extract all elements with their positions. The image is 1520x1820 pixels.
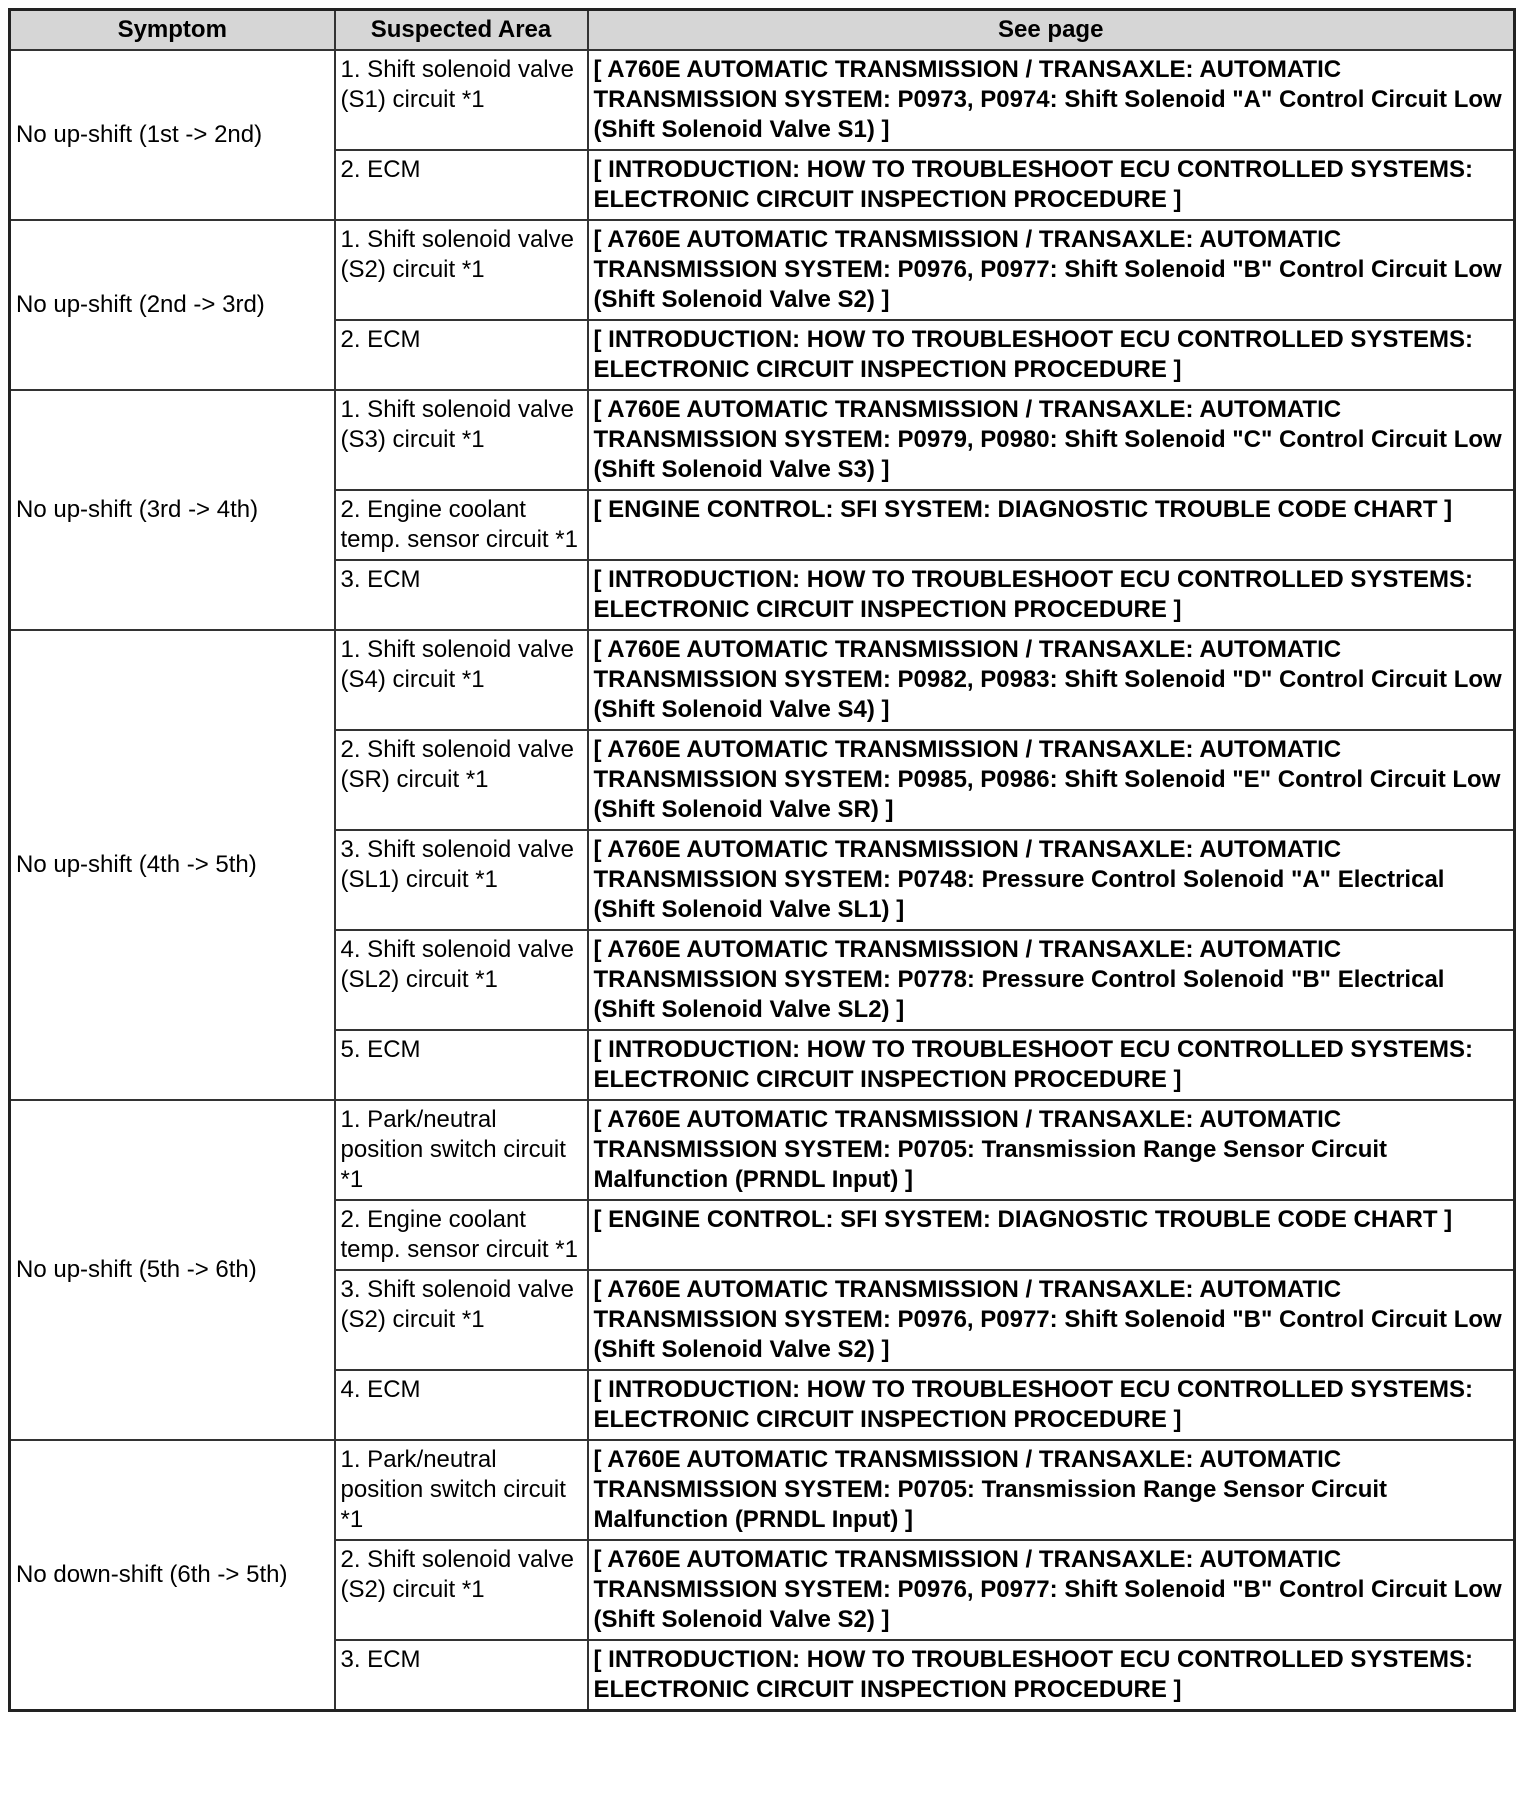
suspected-area-cell: 1. Park/neutral position switch circuit *1: [335, 1100, 588, 1200]
see-page-link[interactable]: [ A760E AUTOMATIC TRANSMISSION / TRANSAXLE: AUTOMATIC TRANSMISSION SYSTEM: P0979, P0980: Shift Solenoid "C" Control Circuit Low (Shift Solenoid Valve S3) ]: [588, 390, 1515, 490]
symptom-cell: No up-shift (4th -> 5th): [10, 630, 335, 1100]
suspected-area-cell: 2. ECM: [335, 320, 588, 390]
suspected-area-cell: 2. Shift solenoid valve (S2) circuit *1: [335, 1540, 588, 1640]
see-page-link[interactable]: [ INTRODUCTION: HOW TO TROUBLESHOOT ECU CONTROLLED SYSTEMS: ELECTRONIC CIRCUIT INSPECTION PROCEDURE ]: [588, 320, 1515, 390]
suspected-area-cell: 3. Shift solenoid valve (S2) circuit *1: [335, 1270, 588, 1370]
table-row: [10, 220, 1515, 320]
see-page-link[interactable]: [ A760E AUTOMATIC TRANSMISSION / TRANSAXLE: AUTOMATIC TRANSMISSION SYSTEM: P0976, P0977: Shift Solenoid "B" Control Circuit Low (Shift Solenoid Valve S2) ]: [588, 1540, 1515, 1640]
header-symptom: Symptom: [10, 10, 335, 51]
see-page-link[interactable]: [ INTRODUCTION: HOW TO TROUBLESHOOT ECU CONTROLLED SYSTEMS: ELECTRONIC CIRCUIT INSPECTION PROCEDURE ]: [588, 1030, 1515, 1100]
symptom-cell: No up-shift (2nd -> 3rd): [10, 220, 335, 390]
table-row: [10, 1100, 1515, 1200]
see-page-link[interactable]: [ INTRODUCTION: HOW TO TROUBLESHOOT ECU CONTROLLED SYSTEMS: ELECTRONIC CIRCUIT INSPECTION PROCEDURE ]: [588, 1640, 1515, 1711]
suspected-area-cell: 2. Engine coolant temp. sensor circuit *1: [335, 1200, 588, 1270]
table-row: [10, 1440, 1515, 1540]
see-page-link[interactable]: [ INTRODUCTION: HOW TO TROUBLESHOOT ECU CONTROLLED SYSTEMS: ELECTRONIC CIRCUIT INSPECTION PROCEDURE ]: [588, 150, 1515, 220]
suspected-area-cell: 1. Shift solenoid valve (S1) circuit *1: [335, 50, 588, 150]
symptom-cell: No up-shift (3rd -> 4th): [10, 390, 335, 630]
suspected-area-cell: 3. Shift solenoid valve (SL1) circuit *1: [335, 830, 588, 930]
suspected-area-cell: 2. ECM: [335, 150, 588, 220]
suspected-area-cell: 3. ECM: [335, 560, 588, 630]
see-page-link[interactable]: [ ENGINE CONTROL: SFI SYSTEM: DIAGNOSTIC TROUBLE CODE CHART ]: [588, 1200, 1515, 1270]
see-page-link[interactable]: [ A760E AUTOMATIC TRANSMISSION / TRANSAXLE: AUTOMATIC TRANSMISSION SYSTEM: P0985, P0986: Shift Solenoid "E" Control Circuit Low (Shift Solenoid Valve SR) ]: [588, 730, 1515, 830]
suspected-area-cell: 3. ECM: [335, 1640, 588, 1711]
symptom-cell: No down-shift (6th -> 5th): [10, 1440, 335, 1711]
table-row: [10, 630, 1515, 730]
see-page-link[interactable]: [ A760E AUTOMATIC TRANSMISSION / TRANSAXLE: AUTOMATIC TRANSMISSION SYSTEM: P0976, P0977: Shift Solenoid "B" Control Circuit Low (Shift Solenoid Valve S2) ]: [588, 220, 1515, 320]
see-page-link[interactable]: [ INTRODUCTION: HOW TO TROUBLESHOOT ECU CONTROLLED SYSTEMS: ELECTRONIC CIRCUIT INSPECTION PROCEDURE ]: [588, 1370, 1515, 1440]
symptom-cell: No up-shift (1st -> 2nd): [10, 50, 335, 220]
table-row: [10, 390, 1515, 490]
suspected-area-cell: 4. ECM: [335, 1370, 588, 1440]
suspected-area-cell: 1. Shift solenoid valve (S4) circuit *1: [335, 630, 588, 730]
suspected-area-cell: 1. Shift solenoid valve (S3) circuit *1: [335, 390, 588, 490]
symptom-cell: No up-shift (5th -> 6th): [10, 1100, 335, 1440]
see-page-link[interactable]: [ A760E AUTOMATIC TRANSMISSION / TRANSAXLE: AUTOMATIC TRANSMISSION SYSTEM: P0976, P0977: Shift Solenoid "B" Control Circuit Low (Shift Solenoid Valve S2) ]: [588, 1270, 1515, 1370]
see-page-link[interactable]: [ INTRODUCTION: HOW TO TROUBLESHOOT ECU CONTROLLED SYSTEMS: ELECTRONIC CIRCUIT INSPECTION PROCEDURE ]: [588, 560, 1515, 630]
suspected-area-cell: 2. Shift solenoid valve (SR) circuit *1: [335, 730, 588, 830]
suspected-area-cell: 2. Engine coolant temp. sensor circuit *1: [335, 490, 588, 560]
header-see-page: See page: [588, 10, 1515, 51]
suspected-area-cell: 4. Shift solenoid valve (SL2) circuit *1: [335, 930, 588, 1030]
see-page-link[interactable]: [ A760E AUTOMATIC TRANSMISSION / TRANSAXLE: AUTOMATIC TRANSMISSION SYSTEM: P0748: Pressure Control Solenoid "A" Electrical (Shift Solenoid Valve SL1) ]: [588, 830, 1515, 930]
see-page-link[interactable]: [ A760E AUTOMATIC TRANSMISSION / TRANSAXLE: AUTOMATIC TRANSMISSION SYSTEM: P0982, P0983: Shift Solenoid "D" Control Circuit Low (Shift Solenoid Valve S4) ]: [588, 630, 1515, 730]
see-page-link[interactable]: [ A760E AUTOMATIC TRANSMISSION / TRANSAXLE: AUTOMATIC TRANSMISSION SYSTEM: P0705: Transmission Range Sensor Circuit Malfunction (PRNDL Input) ]: [588, 1100, 1515, 1200]
table-row: [10, 50, 1515, 150]
see-page-link[interactable]: [ ENGINE CONTROL: SFI SYSTEM: DIAGNOSTIC TROUBLE CODE CHART ]: [588, 490, 1515, 560]
see-page-link[interactable]: [ A760E AUTOMATIC TRANSMISSION / TRANSAXLE: AUTOMATIC TRANSMISSION SYSTEM: P0705: Transmission Range Sensor Circuit Malfunction (PRNDL Input) ]: [588, 1440, 1515, 1540]
suspected-area-cell: 5. ECM: [335, 1030, 588, 1100]
table-body: [10, 50, 1515, 1711]
see-page-link[interactable]: [ A760E AUTOMATIC TRANSMISSION / TRANSAXLE: AUTOMATIC TRANSMISSION SYSTEM: P0973, P0974: Shift Solenoid "A" Control Circuit Low (Shift Solenoid Valve S1) ]: [588, 50, 1515, 150]
symptom-table: [8, 8, 1516, 1712]
header-suspected-area: Suspected Area: [335, 10, 588, 51]
table-header-row: [10, 10, 1515, 51]
suspected-area-cell: 1. Park/neutral position switch circuit *1: [335, 1440, 588, 1540]
suspected-area-cell: 1. Shift solenoid valve (S2) circuit *1: [335, 220, 588, 320]
see-page-link[interactable]: [ A760E AUTOMATIC TRANSMISSION / TRANSAXLE: AUTOMATIC TRANSMISSION SYSTEM: P0778: Pressure Control Solenoid "B" Electrical (Shift Solenoid Valve SL2) ]: [588, 930, 1515, 1030]
